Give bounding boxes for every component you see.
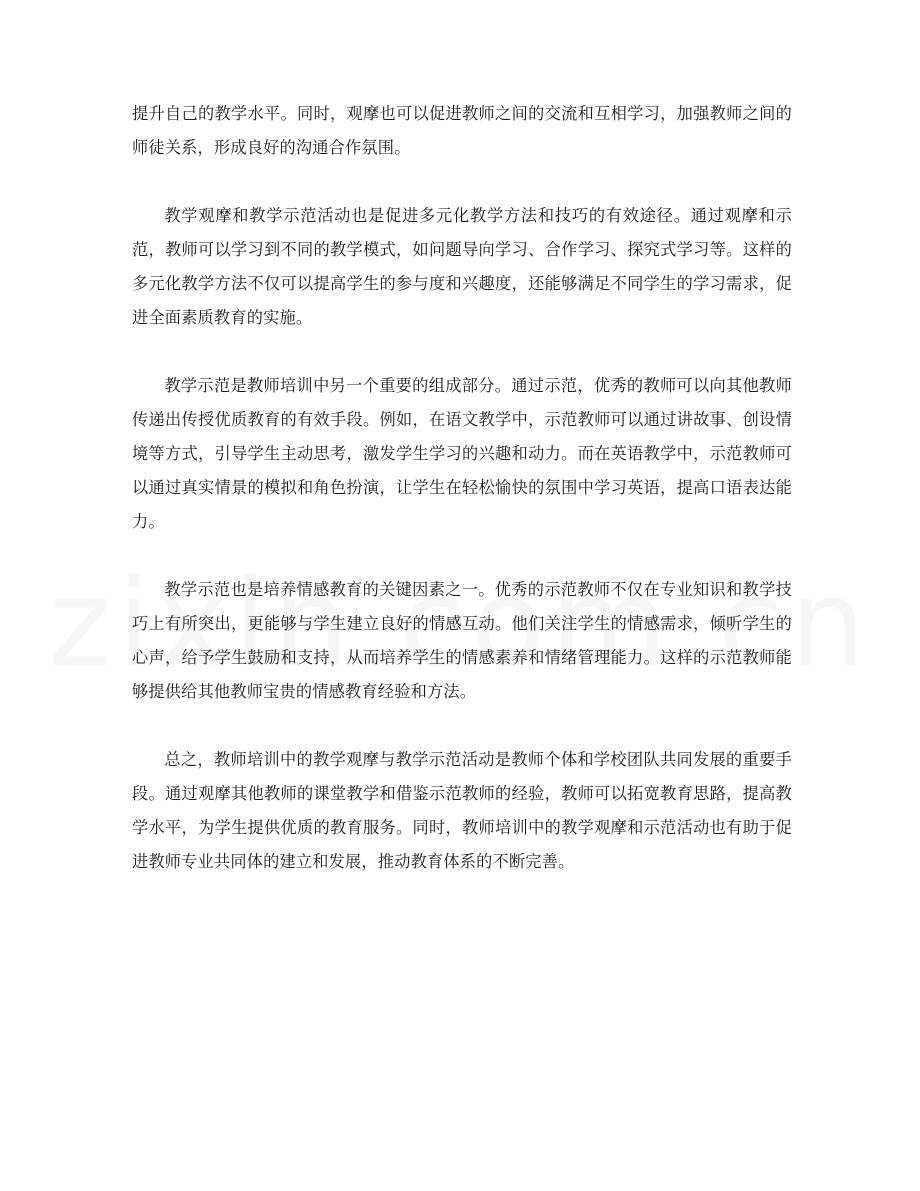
document-body [132,97,792,913]
paragraph-4: 教学示范也是培养情感教育的关键因素之一。优秀的示范教师不仅在专业知识和教学技巧上有所突出，更能够与学生建立良好的情感互动。他们关注学生的情感需求，倾听学生的心声，给予学生鼓励和支持，从而培养学生的情感素养和情绪管理能力。这样的示范教师能够提供给其他教师宝贵的情感教育经验和方法。 [132,580,792,701]
paragraph-1: 提升自己的教学水平。同时，观摩也可以促进教师之间的交流和互相学习，加强教师之间的师徒关系，形成良好的沟通合作氛围。 [132,104,792,157]
paragraph-3: 教学示范是教师培训中另一个重要的组成部分。通过示范，优秀的教师可以向其他教师传递出传授优质教育的有效手段。例如，在语文教学中，示范教师可以通过讲故事、创设情境等方式，引导学生主动思考，激发学生学习的兴趣和动力。而在英语教学中，示范教师可以通过真实情景的模拟和角色扮演，让学生在轻松愉快的氛围中学习英语，提高口语表达能力。 [132,376,792,531]
paragraph-5: 总之，教师培训中的教学观摩与教学示范活动是教师个体和学校团队共同发展的重要手段。通过观摩其他教师的课堂教学和借鉴示范教师的经验，教师可以拓宽教育思路，提高教学水平，为学生提供优质的教育服务。同时，教师培训中的教学观摩和示范活动也有助于促进教师专业共同体的建立和发展，推动教育体系的不断完善。 [132,750,792,871]
paragraph-2: 教学观摩和教学示范活动也是促进多元化教学方法和技巧的有效途径。通过观摩和示范，教师可以学习到不同的教学模式，如问题导向学习、合作学习、探究式学习等。这样的多元化教学方法不仅可以提高学生的参与度和兴趣度，还能够满足不同学生的学习需求，促进全面素质教育的实施。 [132,206,792,327]
